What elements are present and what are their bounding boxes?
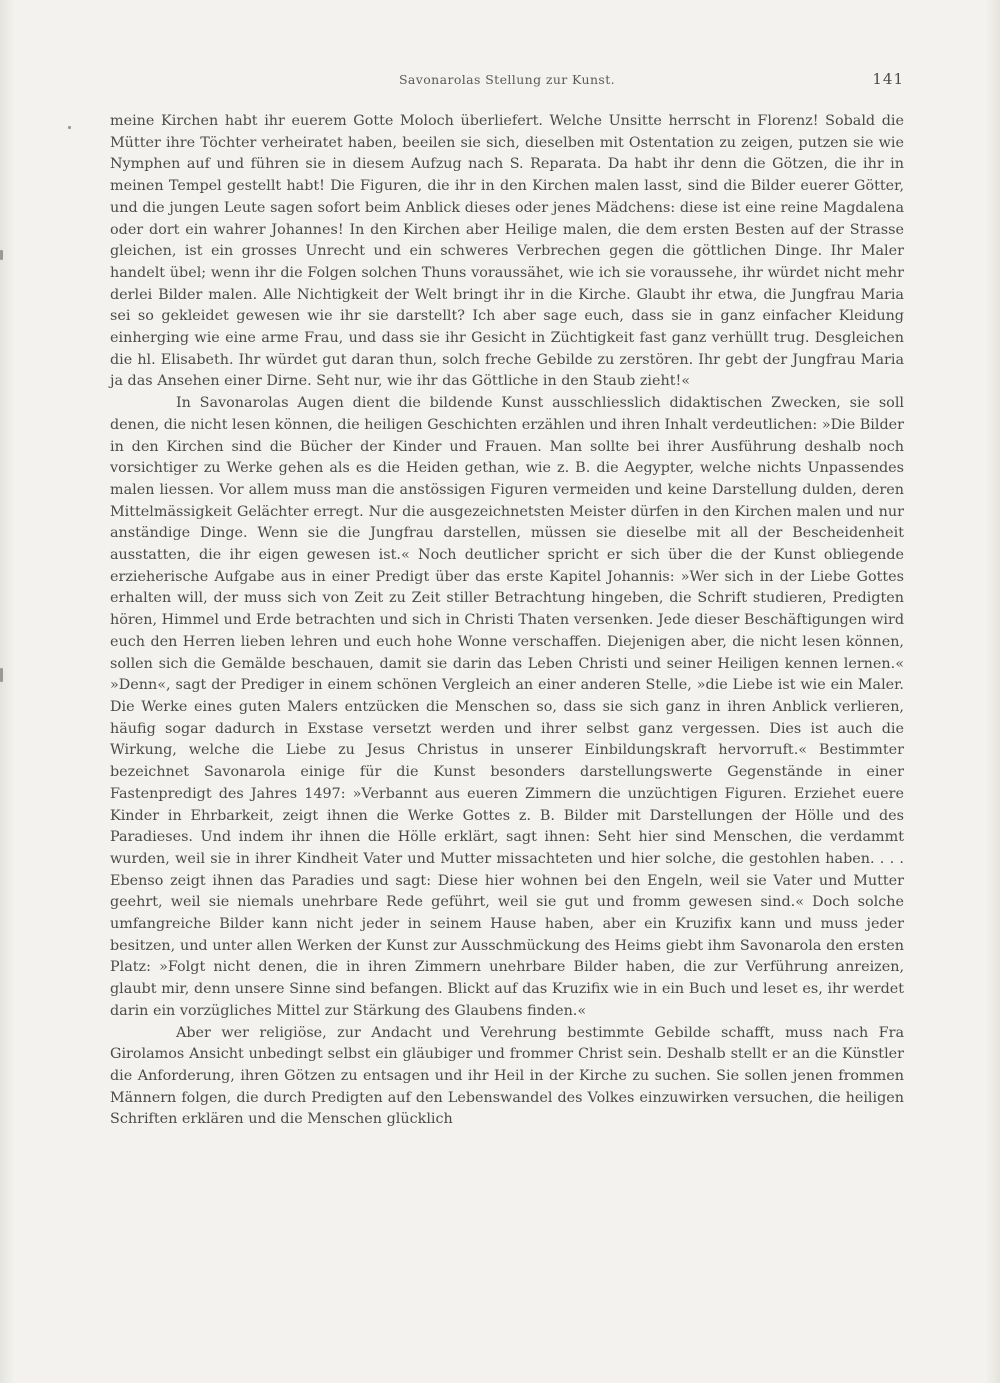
- margin-mark: [0, 250, 3, 260]
- running-title: Savonarolas Stellung zur Kunst.: [398, 72, 616, 87]
- margin-mark: [68, 126, 71, 129]
- paragraph-continuation: meine Kirchen habt ihr euerem Gotte Moloch überliefert. Welche Unsitte herrscht in Florenz! Sobald die Mütter ihre Töchter verheiratet haben, beeilen sie sich, dieselben mit Ostentation zu zeigen, putzen sie wie Nymphen auf und führen sie in diesem Aufzug nach S. Reparata. Da habt ihr denn die Götzen, die ihr in meinen Tempel gestellt habt! Die Figuren, die ihr in den Kirchen malen lasst, sind die Bilder euerer Götter, und die jungen Leute sagen sofort beim Anblick dieses oder jenes Mädchens: diese ist eine reine Magdalena oder dort ein wahrer Johannes! In den Kirchen aber Heilige malen, die dem ersten Besten auf der Strasse gleichen, ist ein grosses Unrecht und ein schweres Verbrechen gegen die göttlichen Dinge. Ihr Maler handelt übel; wenn ihr die Folgen solchen Thuns voraussähet, wie ich sie voraussehe, ihr würdet nicht mehr derlei Bilder malen. Alle Nichtigkeit der Welt bringt ihr in die Kirche. Glaubt ihr etwa, die Jungfrau Maria sei so gekleidet gewesen wie ihr sie darstellt? Ich aber sage euch, dass sie in ganz einfacher Kleidung einherging wie eine arme Frau, und dass sie ihr Gesicht in Züchtigkeit fast ganz verhüllt trug. Desgleichen die hl. Elisabeth. Ihr würdet gut daran thun, solch freche Gebilde zu zerstören. Ihr gebt der Jungfrau Maria ja das Ansehen einer Dirne. Seht nur, wie ihr das Göttliche in den Staub zieht!«: [110, 113, 904, 390]
- paragraph-didactic-purpose: In Savonarolas Augen dient die bildende Kunst ausschliesslich didaktischen Zwecken, sie soll denen, die nicht lesen können, die heiligen Geschichten erzählen und ihren Inhalt verdeutlichen: »Die Bilder in den Kirchen sind die Bücher der Kinder und Frauen. Man sollte bei ihrer Ausführung deshalb noch vorsichtiger zu Werke gehen als es die Heiden gethan, wie z. B. die Aegypter, welche nichts Unpassendes malen liessen. Vor allem muss man die anstössigen Figuren vermeiden und keine Darstellung dulden, deren Mittelmässigkeit Gelächter erregt. Nur die ausgezeichnetsten Meister dürfen in den Kirchen malen und nur anständige Dinge. Wenn sie die Jungfrau darstellen, müssen sie dieselbe mit all der Bescheidenheit ausstatten, die ihr eigen gewesen ist.« Noch deutlicher spricht er sich über die der Kunst obliegende erzieherische Aufgabe aus in einer Predigt über das erste Kapitel Johannis: »Wer sich in der Liebe Gottes erhalten will, der muss sich von Zeit zu Zeit stiller Betrachtung hingeben, die Schrift studieren, Predigten hören, Himmel und Erde betrachten und sich in Christi Thaten versenken. Jede dieser Beschäftigungen wird euch den Herren lieben lehren und euch hohe Wonne verschaffen. Diejenigen aber, die nicht lesen können, sollen sich die Gemälde beschauen, damit sie darin das Leben Christi und seiner Heiligen kennen lernen.« »Denn«, sagt der Prediger in einem schönen Vergleich an einer anderen Stelle, »die Liebe ist wie ein Maler. Die Werke eines guten Malers entzücken die Menschen so, dass sie sich ganz in ihren Anblick verlieren, häufig sogar dadurch in Exstase versetzt werden und ihrer selbst ganz vergessen. Dies ist auch die Wirkung, welche die Liebe zu Jesus Christus in unserer Einbildungskraft hervorruft.« Bestimmter bezeichnet Savonarola einige für die Kunst besonders darstellungswerte Gegenstände in einer Fastenpredigt des Jahres 1497: »Verbannt aus eueren Zimmern die unzüchtigen Figuren. Erziehet euere Kinder in Ehrbarkeit, zeigt ihnen die Werke Gottes z. B. Bilder mit Darstellungen der Hölle und des Paradieses. Und indem ihr ihnen die Hölle erklärt, sagt ihnen: Seht hier sind Menschen, die verdammt wurden, weil sie in ihrer Kindheit Vater und Mutter missachteten und hier solche, die gestohlen haben. . . . Ebenso zeigt ihnen das Paradies und sagt: Diese hier wohnen bei den Engeln, weil sie Vater und Mutter geehrt, weil sie niemals unehrbare Rede geführt, weil sie gut und fromm gewesen sind.« Doch solche umfangreiche Bilder kann nicht jeder in seinem Hause haben, aber ein Kruzifix kann und muss jeder besitzen, und unter allen Werken der Kunst zur Ausschmückung des Heims giebt ihm Savonarola den ersten Platz: »Folgt nicht denen, die in ihren Zimmern unehrbare Bilder haben, die zur Verführung anreizen, glaubt mir, denn unsere Sinne sind befangen. Blickt auf das Kruzifix wie in ein Buch und leset es, ihr werdet darin ein vorzügliches Mittel zur Stärkung des Glaubens finden.«: [110, 395, 904, 1019]
- page-edge-left: [0, 0, 14, 1383]
- margin-mark: [0, 668, 3, 682]
- body-text: [110, 111, 904, 1131]
- page-number: 141: [872, 70, 904, 88]
- paragraph-artist-piety: Aber wer religiöse, zur Andacht und Verehrung bestimmte Gebilde schafft, muss nach Fra Girolamos Ansicht unbedingt selbst ein gläubiger und frommer Christ sein. Deshalb stellt er an die Künstler die Anforderung, ihren Götzen zu entsagen und ihr Heil in der Kirche zu suchen. Sie sollen jenen frommen Männern folgen, die durch Predigten auf den Lebenswandel des Volkes einzuwirken versuchen, die heiligen Schriften erklären und die Menschen glücklich: [110, 1024, 904, 1128]
- page-edge-right: [986, 0, 1000, 1383]
- page-header: [110, 70, 904, 94]
